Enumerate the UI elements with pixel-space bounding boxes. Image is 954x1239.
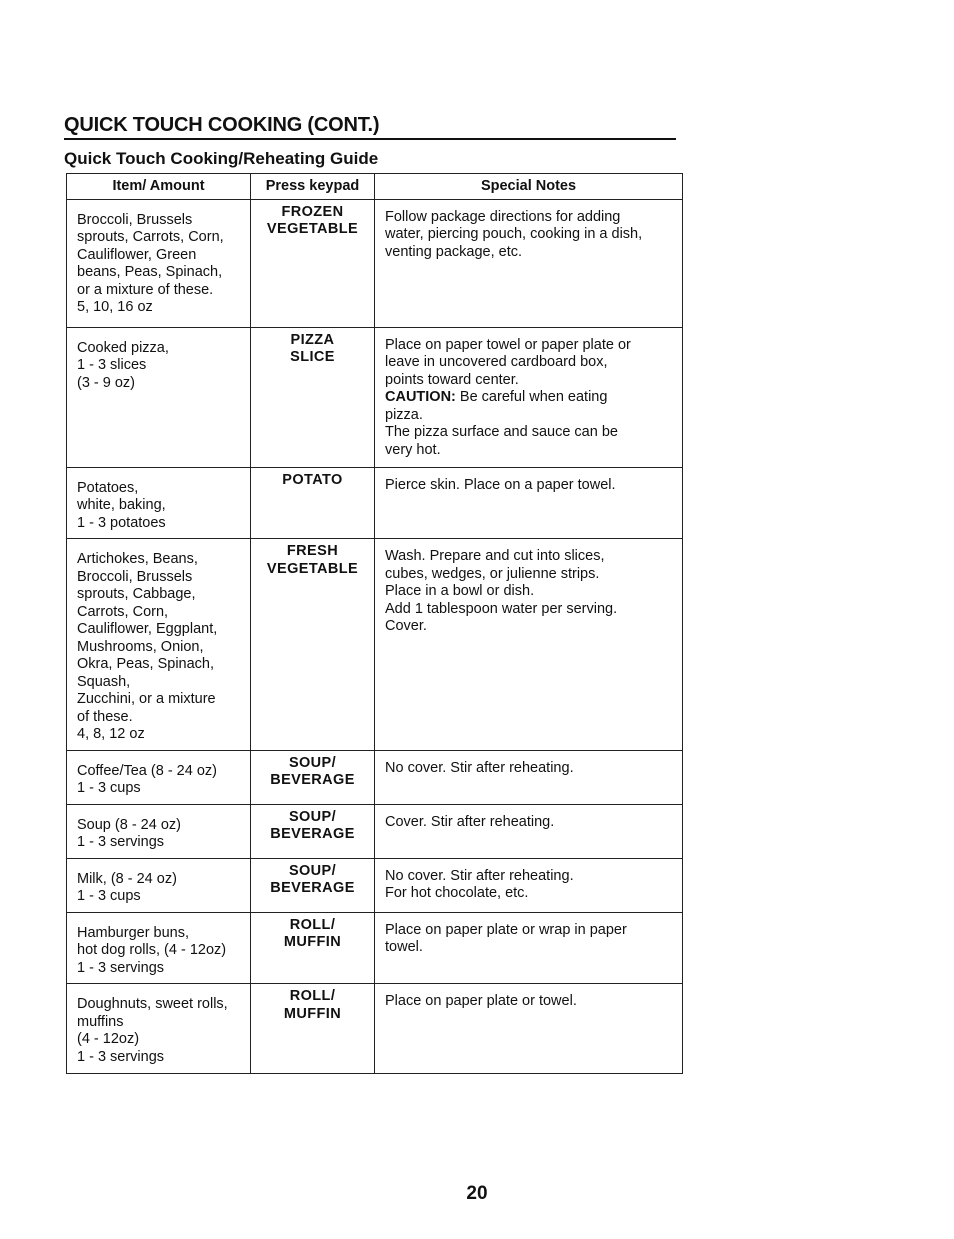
table-body xyxy=(67,199,683,1074)
keypad-label: BEVERAGE xyxy=(270,826,355,842)
item-amount-line: 1 - 3 slices xyxy=(77,357,147,373)
special-notes-line: cubes, wedges, or julienne strips. xyxy=(385,565,600,582)
table-row xyxy=(67,327,683,467)
table-row xyxy=(67,858,683,912)
item-amount-cell xyxy=(67,804,251,858)
table-row xyxy=(67,199,683,327)
special-notes-line: water, piercing pouch, cooking in a dish, xyxy=(385,226,643,242)
item-amount-line: Cauliflower, Eggplant, xyxy=(77,621,218,637)
item-amount-line: Squash, xyxy=(77,673,131,690)
item-amount-line: 1 - 3 servings xyxy=(77,834,165,850)
keypad-label: FRESH xyxy=(286,543,339,559)
keypad-cell xyxy=(251,327,375,467)
item-amount-line: Okra, Peas, Spinach, xyxy=(77,656,215,672)
special-notes-line: Pierce skin. Place on a paper towel. xyxy=(385,476,616,493)
special-notes-cell xyxy=(375,804,683,858)
item-amount-line: Mushrooms, Onion, xyxy=(77,638,204,655)
item-amount-line: 5, 10, 16 oz xyxy=(77,299,153,315)
keypad-cell xyxy=(251,539,375,751)
column-header-press-keypad: Press keypad xyxy=(251,174,375,200)
item-amount-line: Milk, (8 - 24 oz) xyxy=(77,870,177,887)
item-amount-line: Coffee/Tea (8 - 24 oz) xyxy=(77,762,217,779)
caution-line xyxy=(385,389,678,407)
keypad-label: BEVERAGE xyxy=(270,880,355,896)
item-amount-line: Cooked pizza, xyxy=(77,339,169,356)
table-row xyxy=(67,539,683,751)
caution-text: Be careful when eating xyxy=(455,389,608,405)
special-notes-line: pizza. xyxy=(385,406,423,423)
special-notes-line: No cover. Stir after reheating. xyxy=(385,759,574,776)
special-notes-line: Place in a bowl or dish. xyxy=(385,583,535,599)
item-amount-line: Broccoli, Brussels xyxy=(77,211,193,228)
keypad-cell xyxy=(251,199,375,327)
item-amount-line: white, baking, xyxy=(77,497,166,513)
item-amount-line: beans, Peas, Spinach, xyxy=(77,264,223,280)
keypad-label: SOUP/ xyxy=(288,862,337,879)
keypad-label: SOUP/ xyxy=(288,808,337,825)
item-amount-line: sprouts, Cabbage, xyxy=(77,586,196,602)
cooking-guide-table xyxy=(66,173,683,1074)
special-notes-cell xyxy=(375,327,683,467)
keypad-label: MUFFIN xyxy=(283,1005,342,1022)
item-amount-cell xyxy=(67,984,251,1074)
item-amount-line: 1 - 3 cups xyxy=(77,888,141,904)
item-amount-line: (3 - 9 oz) xyxy=(77,374,136,391)
item-amount-line: Carrots, Corn, xyxy=(77,603,169,620)
keypad-cell xyxy=(251,804,375,858)
keypad-label: MUFFIN xyxy=(283,934,342,950)
keypad-label: POTATO xyxy=(282,471,343,488)
keypad-cell xyxy=(251,984,375,1074)
table-header-row xyxy=(67,174,683,200)
item-amount-line: 4, 8, 12 oz xyxy=(77,726,145,742)
item-amount-line: Zucchini, or a mixture xyxy=(77,691,216,707)
special-notes-line: Place on paper plate or towel. xyxy=(385,993,577,1009)
special-notes-line: venting package, etc. xyxy=(385,243,523,260)
item-amount-line: Artichokes, Beans, xyxy=(77,551,198,567)
keypad-label: SOUP/ xyxy=(288,754,337,771)
item-amount-line: of these. xyxy=(77,708,133,725)
table-row xyxy=(67,750,683,804)
special-notes-cell xyxy=(375,467,683,539)
special-notes-cell xyxy=(375,539,683,751)
column-header-special-notes: Special Notes xyxy=(375,174,683,200)
item-amount-cell xyxy=(67,750,251,804)
keypad-label: SLICE xyxy=(290,349,335,365)
item-amount-line: 1 - 3 servings xyxy=(77,959,165,976)
special-notes-line: Place on paper towel or paper plate or xyxy=(385,336,631,353)
item-amount-cell xyxy=(67,858,251,912)
caution-label: CAUTION: xyxy=(385,389,456,405)
keypad-cell xyxy=(251,750,375,804)
special-notes-line: Follow package directions for adding xyxy=(385,208,621,225)
table-row xyxy=(67,467,683,539)
keypad-cell xyxy=(251,467,375,539)
keypad-label: BEVERAGE xyxy=(270,772,355,788)
item-amount-cell xyxy=(67,912,251,984)
item-amount-line: Broccoli, Brussels xyxy=(77,568,193,585)
keypad-cell xyxy=(251,912,375,984)
item-amount-line: Hamburger buns, xyxy=(77,924,190,941)
item-amount-line: Cauliflower, Green xyxy=(77,246,197,263)
special-notes-cell xyxy=(375,984,683,1074)
table-row xyxy=(67,804,683,858)
section-title: QUICK TOUCH COOKING (CONT.) xyxy=(64,114,676,140)
special-notes-line: very hot. xyxy=(385,441,441,458)
keypad-label: PIZZA xyxy=(290,331,335,348)
item-amount-line: hot dog rolls, (4 - 12oz) xyxy=(77,942,227,958)
special-notes-cell xyxy=(375,858,683,912)
item-amount-line: 1 - 3 servings xyxy=(77,1048,165,1065)
keypad-label: ROLL/ xyxy=(289,916,336,933)
item-amount-cell xyxy=(67,467,251,539)
special-notes-line: For hot chocolate, etc. xyxy=(385,885,529,901)
special-notes-line: Place on paper plate or wrap in paper xyxy=(385,921,627,938)
special-notes-cell xyxy=(375,912,683,984)
special-notes-line: Cover. xyxy=(385,618,427,634)
item-amount-cell xyxy=(67,199,251,327)
special-notes-cell xyxy=(375,750,683,804)
guide-title: Quick Touch Cooking/Reheating Guide xyxy=(64,149,379,168)
special-notes-line: The pizza surface and sauce can be xyxy=(385,424,618,440)
special-notes-line: No cover. Stir after reheating. xyxy=(385,867,574,884)
item-amount-line: (4 - 12oz) xyxy=(77,1031,140,1047)
special-notes-cell xyxy=(375,199,683,327)
item-amount-line: muffins xyxy=(77,1013,124,1030)
keypad-label: VEGETABLE xyxy=(266,560,359,577)
keypad-label: FROZEN xyxy=(281,203,344,220)
special-notes-line: Cover. Stir after reheating. xyxy=(385,813,555,830)
item-amount-cell xyxy=(67,539,251,751)
item-amount-line: Soup (8 - 24 oz) xyxy=(77,816,181,833)
item-amount-line: 1 - 3 potatoes xyxy=(77,514,166,531)
special-notes-line: towel. xyxy=(385,939,423,955)
special-notes-line: Wash. Prepare and cut into slices, xyxy=(385,548,605,564)
item-amount-line: Doughnuts, sweet rolls, xyxy=(77,996,228,1012)
table-row xyxy=(67,912,683,984)
page-number: 20 xyxy=(466,1183,488,1204)
special-notes-line: Add 1 tablespoon water per serving. xyxy=(385,600,618,617)
item-amount-line: 1 - 3 cups xyxy=(77,780,141,796)
column-header-item-amount: Item/ Amount xyxy=(67,174,251,200)
keypad-label: ROLL/ xyxy=(289,988,336,1004)
table-row xyxy=(67,984,683,1074)
keypad-label: VEGETABLE xyxy=(266,221,359,237)
special-notes-line: leave in uncovered cardboard box, xyxy=(385,354,608,370)
item-amount-line: sprouts, Carrots, Corn, xyxy=(77,229,224,245)
item-amount-cell xyxy=(67,327,251,467)
item-amount-line: or a mixture of these. xyxy=(77,281,214,298)
special-notes-line: points toward center. xyxy=(385,371,519,388)
keypad-cell xyxy=(251,858,375,912)
item-amount-line: Potatoes, xyxy=(77,479,139,496)
